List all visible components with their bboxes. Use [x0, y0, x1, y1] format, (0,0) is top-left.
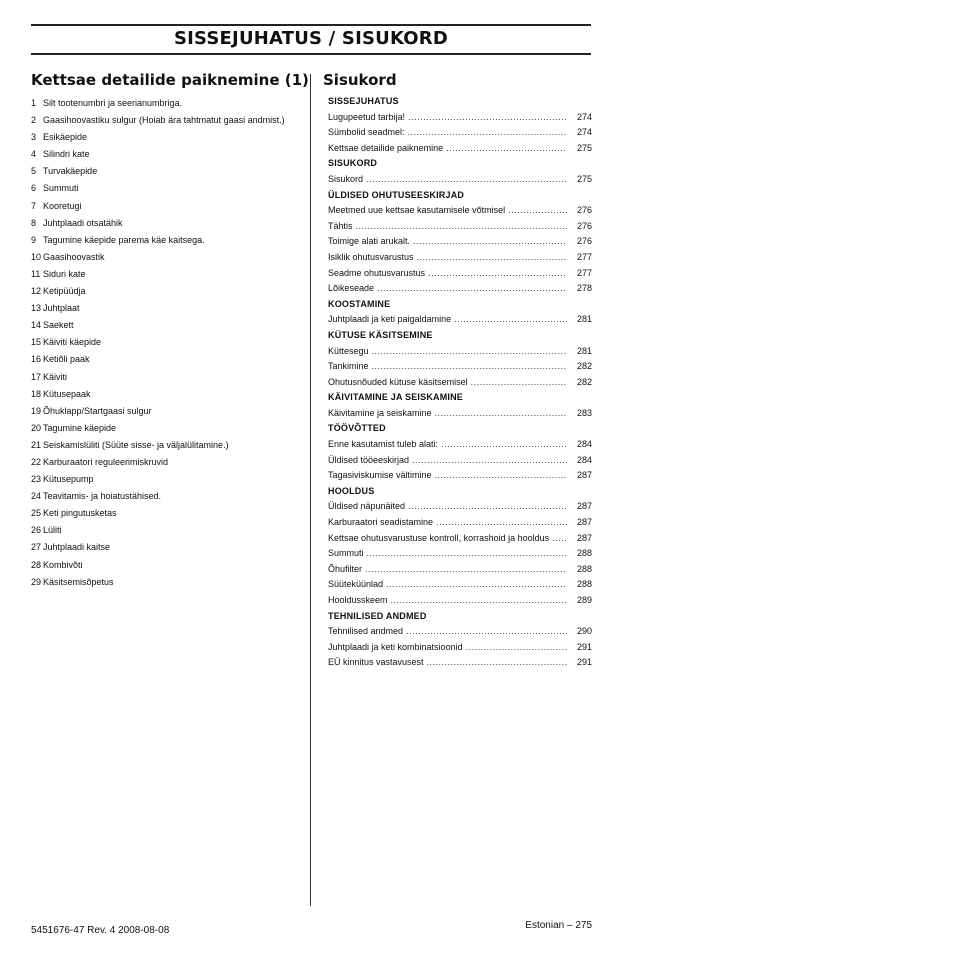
parts-item-number: 19 — [31, 405, 42, 416]
toc-entry-label: Üldised näpunäited — [328, 501, 406, 512]
parts-list-item — [31, 403, 306, 420]
parts-item-text: Ketiõli paak — [43, 354, 90, 365]
parts-item-number: 3 — [31, 132, 37, 143]
toc-entry-page: 277 — [576, 251, 592, 262]
toc-entry[interactable] — [328, 531, 592, 547]
parts-list — [31, 95, 306, 591]
toc-entry-label: Juhtplaadi ja keti kombinatsioonid — [328, 641, 463, 652]
toc-entry-label: Ohutusnõuded kütuse käsitsemisel — [328, 376, 468, 387]
toc-entry-page: 287 — [576, 501, 592, 512]
parts-item-text: Käiviti — [43, 371, 68, 382]
parts-item-number: 1 — [31, 98, 37, 108]
toc-dot-leader — [413, 234, 567, 250]
toc-entry[interactable] — [328, 219, 592, 235]
toc-entry-label: Küttesegu — [328, 345, 369, 356]
parts-list-item — [31, 471, 306, 488]
parts-list-item — [31, 317, 306, 334]
toc-entry-page: 277 — [576, 267, 592, 278]
parts-item-text: Käsitsemisõpetus — [43, 576, 114, 587]
parts-item-text: Kombivõti — [43, 559, 83, 570]
toc-dot-leader — [365, 562, 567, 578]
toc-entry-label: Enne kasutamist tuleb alati: — [328, 439, 439, 450]
parts-item-number: 20 — [31, 422, 42, 433]
toc-dot-leader — [435, 406, 567, 422]
parts-item-text: Saekett — [43, 320, 74, 331]
toc-entry[interactable] — [328, 281, 592, 297]
parts-item-number: 25 — [31, 508, 42, 519]
parts-item-number: 6 — [31, 183, 37, 194]
toc-entry-page: 282 — [576, 376, 592, 387]
toc-dot-leader — [408, 125, 567, 141]
toc-entry-label: Sisukord — [328, 173, 364, 184]
parts-list-item — [31, 386, 306, 403]
toc-entry[interactable] — [328, 655, 592, 671]
toc-entry[interactable] — [328, 577, 592, 593]
parts-list-item — [31, 215, 306, 232]
toc-entry[interactable] — [328, 437, 592, 453]
parts-item-text: Teavitamis- ja hoiatustähised. — [43, 491, 162, 502]
toc-section-heading: SISSEJUHATUS — [328, 96, 399, 106]
toc-entry-label: Meetmed uue kettsae kasutamisele võtmisel — [328, 205, 506, 216]
parts-item-number: 24 — [31, 491, 42, 502]
toc-entry-page: 282 — [576, 361, 592, 372]
toc-section-heading: ÜLDISED OHUTUSEESKIRJAD — [328, 189, 465, 200]
toc-entry-label: Seadme ohutusvarustus — [328, 267, 426, 278]
parts-list-item — [31, 163, 306, 180]
parts-item-number: 26 — [31, 525, 42, 536]
toc-entry[interactable] — [328, 640, 592, 656]
toc-section-heading: HOOLDUS — [328, 485, 375, 496]
toc-dot-leader — [377, 281, 567, 297]
parts-list-item — [31, 283, 306, 300]
toc-dot-leader — [446, 141, 567, 157]
toc-entry-label: Käivitamine ja seiskamine — [328, 407, 432, 418]
parts-list-item — [31, 557, 306, 574]
toc-dot-leader — [552, 531, 567, 547]
parts-item-number: 23 — [31, 474, 42, 485]
toc-entry[interactable] — [328, 172, 592, 188]
toc-dot-leader — [454, 312, 567, 328]
toc-entry[interactable] — [328, 515, 592, 531]
toc-entry[interactable] — [328, 546, 592, 562]
toc-entry-page: 287 — [576, 470, 592, 481]
toc-entry-page: 276 — [576, 205, 592, 216]
toc-entry[interactable] — [328, 141, 592, 157]
parts-list-item — [31, 539, 306, 556]
parts-list-item — [31, 437, 306, 454]
toc-entry[interactable] — [328, 110, 592, 126]
toc-entry[interactable] — [328, 125, 592, 141]
toc-entry-label: Tagasiviskumise vältimine — [328, 470, 432, 481]
parts-item-number: 21 — [31, 439, 42, 450]
toc-section-title: Sisukord — [323, 71, 397, 89]
parts-item-number: 14 — [31, 320, 42, 331]
parts-item-number: 5 — [31, 166, 37, 177]
toc-section-heading: SISUKORD — [328, 158, 378, 169]
toc-entry-page: 288 — [576, 579, 592, 590]
toc-entry-page: 274 — [576, 127, 592, 138]
parts-list-item — [31, 522, 306, 539]
parts-item-text: Gaasihoovastik — [43, 251, 105, 262]
parts-list-item — [31, 334, 306, 351]
parts-item-text: Õhuklapp/Startgaasi sulgur — [43, 405, 152, 416]
toc-entry-label: Üldised tööeeskirjad — [328, 454, 410, 465]
parts-list-item — [31, 180, 306, 197]
toc-entry-label: Juhtplaadi ja keti paigaldamine — [328, 314, 452, 325]
toc-entry-page: 276 — [576, 236, 592, 247]
toc-entry-label: Isiklik ohutusvarustus — [328, 251, 414, 262]
toc-entry[interactable] — [328, 266, 592, 282]
toc-dot-leader — [466, 640, 567, 656]
parts-item-text: Tagumine käepide parema käe kaitsega. — [43, 234, 205, 245]
toc-entry-label: Summuti — [328, 548, 364, 559]
parts-list-item — [31, 505, 306, 522]
parts-item-number: 27 — [31, 542, 42, 553]
parts-list-item — [31, 249, 306, 266]
parts-list-item — [31, 420, 306, 437]
parts-item-number: 16 — [31, 354, 42, 365]
parts-item-text: Juhtplaadi otsatähik — [43, 217, 123, 228]
parts-item-text: Esikäepide — [43, 132, 88, 143]
parts-item-text: Kütusepaak — [43, 388, 91, 399]
toc-section-heading: KOOSTAMINE — [328, 298, 391, 309]
toc-dot-leader — [441, 437, 567, 453]
parts-item-text: Summuti — [43, 183, 79, 194]
toc-section-heading: TEHNILISED ANDMED — [328, 610, 427, 621]
parts-item-text: Lüliti — [43, 525, 62, 536]
toc-entry-page: 288 — [576, 563, 592, 574]
parts-item-text: Turvakäepide — [43, 166, 98, 177]
parts-list-item — [31, 198, 306, 215]
toc-entry-label: Karburaatori seadistamine — [328, 517, 434, 528]
toc-entry-page: 274 — [576, 111, 592, 122]
toc-entry[interactable] — [328, 624, 592, 640]
toc-entry[interactable] — [328, 344, 592, 360]
parts-item-text: Silt tootenumbri ja seerianumbriga. — [43, 98, 183, 108]
toc-entry[interactable] — [328, 359, 592, 375]
toc-dot-leader — [435, 468, 567, 484]
parts-list-item — [31, 146, 306, 163]
parts-list-item — [31, 300, 306, 317]
parts-item-number: 8 — [31, 217, 37, 228]
toc-entry-page: 287 — [576, 517, 592, 528]
table-of-contents — [328, 94, 592, 671]
toc-entry-label: Tehnilised andmed — [328, 626, 404, 637]
toc-entry-page: 289 — [576, 595, 592, 605]
toc-entry[interactable] — [328, 250, 592, 266]
toc-entry-label: Tähtis — [328, 220, 353, 231]
toc-entry[interactable] — [328, 499, 592, 515]
toc-entry-page: 287 — [576, 532, 592, 543]
toc-entry-page: 288 — [576, 548, 592, 559]
toc-dot-leader — [408, 110, 567, 126]
toc-entry-page: 275 — [576, 142, 592, 153]
column-divider — [310, 74, 311, 906]
toc-dot-leader — [386, 577, 567, 593]
parts-item-number: 17 — [31, 371, 42, 382]
parts-item-number: 13 — [31, 303, 42, 314]
toc-entry-page: 281 — [576, 345, 592, 356]
parts-item-text: Juhtplaadi kaitse — [43, 542, 111, 553]
toc-dot-leader — [367, 546, 567, 562]
toc-dot-leader — [428, 266, 567, 282]
toc-entry-label: Kettsae detailide paiknemine — [328, 142, 444, 153]
toc-entry[interactable] — [328, 562, 592, 578]
parts-item-number: 28 — [31, 559, 42, 570]
toc-entry[interactable] — [328, 453, 592, 469]
toc-entry-label: Lugupeetud tarbija! — [328, 111, 406, 122]
toc-dot-leader — [406, 624, 567, 640]
parts-list-item — [31, 574, 306, 591]
parts-item-number: 4 — [31, 149, 37, 160]
parts-item-number: 29 — [31, 576, 42, 587]
toc-entry-page: 283 — [576, 407, 592, 418]
toc-entry-page: 278 — [576, 283, 592, 294]
toc-entry[interactable] — [328, 375, 592, 391]
parts-item-number: 22 — [31, 456, 42, 467]
toc-entry-label: Õhufilter — [328, 563, 363, 574]
parts-item-text: Seiskamislüliti (Süüte sisse- ja väljalülitamine.) — [43, 439, 229, 450]
parts-section-title: Kettsae detailide paiknemine (1) — [31, 71, 309, 89]
toc-entry-label: Toimige alati arukalt. — [328, 236, 411, 247]
toc-entry-page: 284 — [576, 454, 592, 465]
header-rule-bottom — [31, 53, 591, 55]
toc-entry-page: 276 — [576, 220, 592, 231]
parts-list-item — [31, 351, 306, 368]
toc-dot-leader — [427, 655, 567, 671]
toc-dot-leader — [417, 250, 567, 266]
toc-entry[interactable] — [328, 234, 592, 250]
toc-entry-page: 284 — [576, 439, 592, 450]
toc-entry-label: Tankimine — [328, 361, 369, 372]
footer-page-number: Estonian – 275 — [525, 920, 592, 931]
parts-list-item — [31, 95, 306, 112]
parts-item-text: Keti pingutusketas — [43, 508, 117, 519]
toc-entry-page: 281 — [576, 314, 592, 325]
parts-item-number: 2 — [31, 115, 37, 126]
parts-list-item — [31, 112, 306, 129]
parts-item-text: Karburaatori reguleerimiskruvid — [43, 456, 169, 467]
parts-item-text: Kütusepump — [43, 474, 94, 485]
parts-list-item — [31, 454, 306, 471]
parts-list-item — [31, 488, 306, 505]
parts-item-text: Kooretugi — [43, 200, 82, 211]
parts-item-number: 10 — [31, 251, 42, 262]
parts-list-item — [31, 266, 306, 283]
toc-entry-label: EÜ kinnitus vastavusest — [328, 657, 424, 668]
page-title: SISSEJUHATUS / SISUKORD — [173, 28, 449, 49]
parts-list-item — [31, 369, 306, 386]
toc-dot-leader — [391, 593, 567, 609]
toc-dot-leader — [412, 453, 567, 469]
toc-dot-leader — [508, 203, 567, 219]
toc-entry-label: Sümbolid seadmel: — [328, 127, 405, 138]
parts-item-number: 11 — [31, 268, 41, 279]
toc-entry[interactable] — [328, 593, 592, 609]
toc-entry[interactable] — [328, 312, 592, 328]
toc-section-heading: TÖÖVÕTTED — [328, 423, 386, 434]
toc-entry-page: 291 — [576, 657, 592, 668]
toc-dot-leader — [408, 499, 567, 515]
parts-item-text: Gaasihoovastiku sulgur (Hoiab ära tahtmatut gaasi andmist.) — [43, 115, 285, 126]
parts-item-text: Silindri kate — [43, 149, 90, 160]
toc-section-heading: KÄIVITAMINE JA SEISKAMINE — [328, 392, 464, 403]
toc-dot-leader — [436, 515, 567, 531]
toc-dot-leader — [372, 344, 567, 360]
parts-list-item — [31, 129, 306, 146]
toc-entry-page: 275 — [576, 173, 592, 184]
parts-item-number: 15 — [31, 337, 42, 348]
parts-item-text: Käiviti käepide — [43, 337, 102, 348]
parts-item-text: Siduri kate — [43, 268, 86, 279]
parts-item-text: Juhtplaat — [43, 303, 80, 314]
parts-item-text: Ketipüüdja — [43, 286, 86, 297]
footer-document-id: 5451676-47 Rev. 4 2008-08-08 — [31, 925, 170, 936]
toc-entry[interactable] — [328, 406, 592, 422]
parts-item-number: 12 — [31, 286, 42, 297]
toc-dot-leader — [372, 359, 567, 375]
parts-item-number: 7 — [31, 200, 37, 211]
toc-entry-label: Hooldusskeem — [328, 595, 388, 605]
parts-list-item — [31, 232, 306, 249]
parts-item-number: 18 — [31, 388, 42, 399]
toc-entry-label: Lõikeseade — [328, 283, 375, 294]
toc-entry-label: Süüteküünlad — [328, 579, 384, 590]
toc-entry[interactable] — [328, 203, 592, 219]
parts-item-number: 9 — [31, 234, 37, 245]
toc-dot-leader — [366, 172, 567, 188]
parts-item-text: Tagumine käepide — [43, 422, 117, 433]
toc-dot-leader — [471, 375, 567, 391]
toc-entry[interactable] — [328, 468, 592, 484]
toc-entry-page: 290 — [576, 626, 592, 637]
toc-dot-leader — [356, 219, 567, 235]
toc-entry-label: Kettsae ohutusvarustuse kontroll, korrashoid ja hooldus — [328, 532, 550, 543]
toc-entry-page: 291 — [576, 641, 592, 652]
toc-section-heading: KÜTUSE KÄSITSEMINE — [328, 329, 433, 340]
